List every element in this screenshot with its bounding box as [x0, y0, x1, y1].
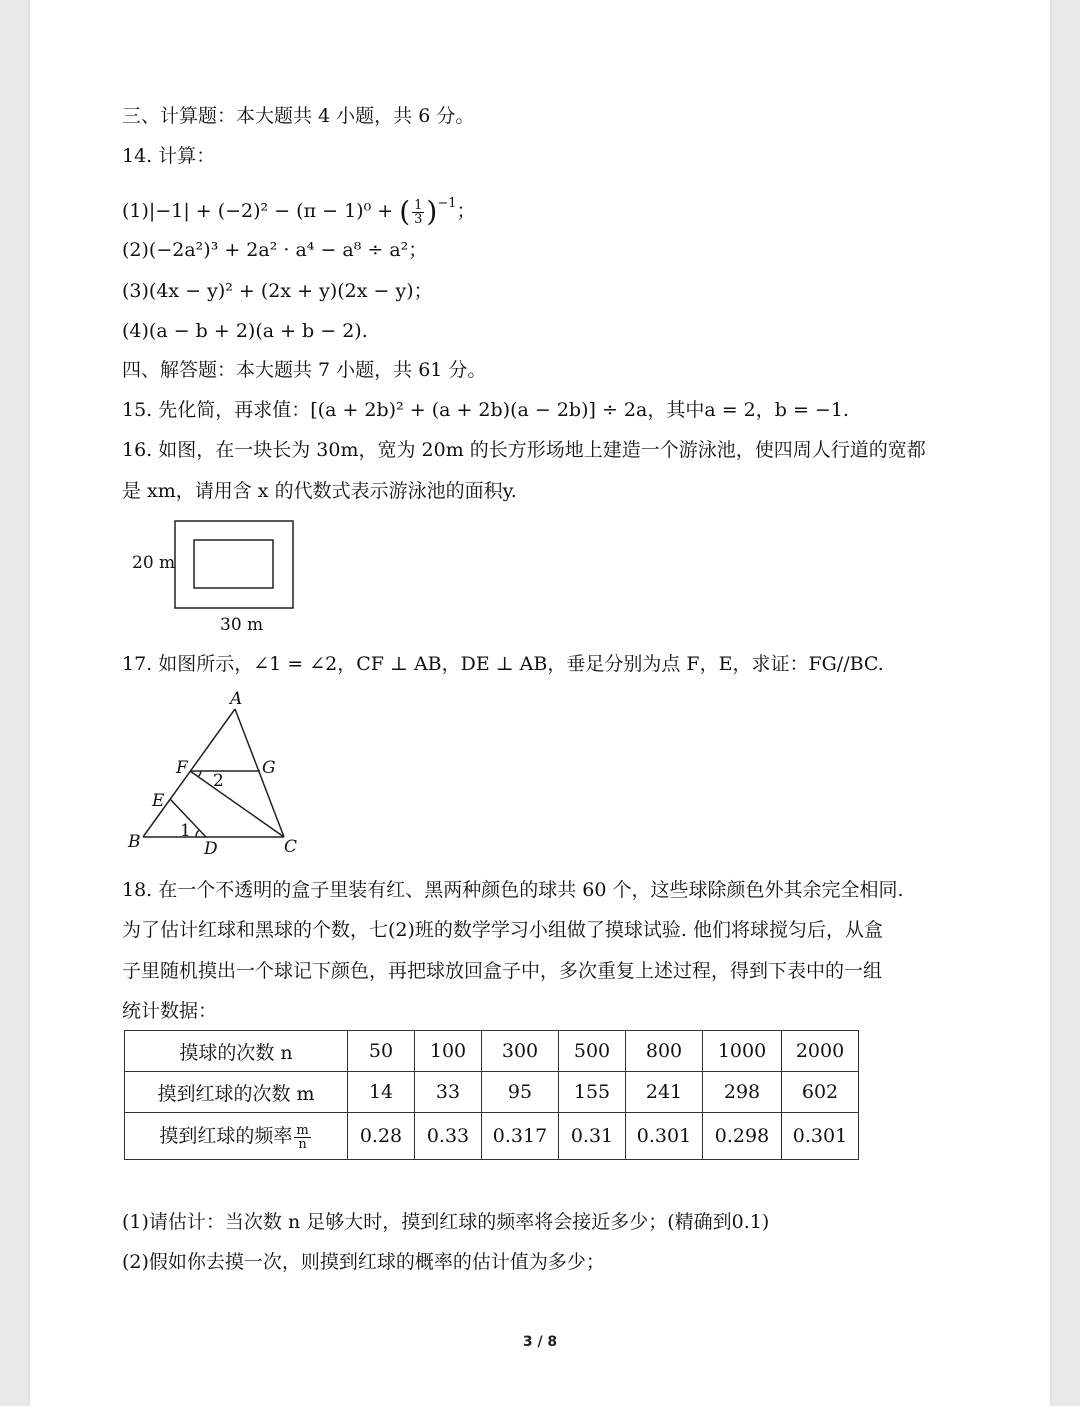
table-cell: 33 [415, 1072, 482, 1113]
point-label-A: A [230, 689, 243, 709]
q14-part1-exponent: −1 [437, 196, 457, 211]
q15-text: 15. 先化简，再求值：[(a + 2b)² + (a + 2b)(a − 2b)] ÷ 2a，其中a = 2，b = −1. [122, 399, 849, 421]
angle2-label: 2 [213, 771, 224, 791]
angle1-label: 1 [180, 821, 191, 841]
table-cell: 2000 [782, 1031, 859, 1072]
q17-text: 17. 如图所示，∠1 = ∠2，CF ⊥ AB，DE ⊥ AB，垂足分别为点 F，E，求证：FG//BC. [122, 653, 884, 675]
fraction-numerator: m [296, 1122, 309, 1138]
table-cell: 0.33 [415, 1113, 482, 1160]
q14-part4: (4)(a − b + 2)(a + b − 2). [122, 320, 368, 342]
field-rectangle [175, 521, 293, 608]
point-label-F: F [176, 758, 188, 778]
table-cell: 298 [703, 1072, 782, 1113]
fraction-numerator: 1 [414, 197, 423, 213]
table-cell: 0.298 [703, 1113, 782, 1160]
table-cell: 1000 [703, 1031, 782, 1072]
q14-part3: (3)(4x − y)² + (2x + y)(2x − y)； [122, 280, 433, 302]
q16-line1: 16. 如图，在一块长为 30m，宽为 20m 的长方形场地上建造一个游泳池，使四周人行道的宽都 [122, 439, 926, 461]
row-header-red-frequency [125, 1113, 348, 1160]
page-number: 3 / 8 [522, 1334, 558, 1350]
point-label-G: G [262, 758, 276, 778]
table-cell: 0.317 [482, 1113, 559, 1160]
pool-rectangle [194, 540, 273, 588]
table-cell: 95 [482, 1072, 559, 1113]
segment-AC [235, 709, 284, 837]
q14-part2: (2)(−2a²)³ + 2a² · a⁴ − a⁸ ÷ a²； [122, 239, 428, 261]
table-cell: 100 [415, 1031, 482, 1072]
q14-part1-suffix: ； [456, 200, 476, 222]
point-label-B: B [128, 832, 141, 852]
q18-line2: 为了估计红球和黑球的个数，七(2)班的数学学习小组做了摸球试验. 他们将球搅匀后，从盒 [122, 919, 883, 941]
fraction-denominator: 3 [414, 211, 423, 227]
section4-heading: 四、解答题：本大题共 7 小题，共 61 分。 [122, 359, 487, 381]
q14-part1-prefix: (1)|−1| + (−2)² − (π − 1)⁰ + [122, 200, 400, 222]
point-label-E: E [152, 791, 165, 811]
triangle-figure [124, 690, 324, 860]
q16-line2: 是 xm，请用含 x 的代数式表示游泳池的面积y. [122, 480, 517, 502]
table-row [125, 1113, 859, 1160]
q14-part1: (1)|−1| + (−2)² − (π − 1)⁰ + ( $\frac{1}{3}$ )$^{-1}$； [122, 195, 476, 228]
table-cell: 155 [559, 1072, 626, 1113]
frequency-fraction [294, 1124, 310, 1151]
q18-sub2: (2)假如你去摸一次，则摸到红球的概率的估计值为多少； [122, 1251, 605, 1273]
angle1-arc [196, 830, 199, 837]
table-row [125, 1031, 859, 1072]
table-cell: 500 [559, 1031, 626, 1072]
trial-statistics-table [124, 1030, 859, 1160]
table-cell: 14 [348, 1072, 415, 1113]
section3-heading: 三、计算题：本大题共 4 小题，共 6 分。 [122, 105, 475, 127]
q18-line3: 子里随机摸出一个球记下颜色，再把球放回盒子中，多次重复上述过程，得到下表中的一组 [122, 960, 883, 982]
table-row [125, 1072, 859, 1113]
table-cell: 0.301 [782, 1113, 859, 1160]
point-label-C: C [284, 837, 298, 857]
angle2-arc [198, 771, 201, 777]
pool-figure [126, 515, 306, 640]
q14-part1-fraction [412, 199, 424, 226]
segment-FC [190, 771, 284, 837]
row-header-red-frequency-label: 摸到红球的频率 [159, 1125, 293, 1148]
table-cell: 0.31 [559, 1113, 626, 1160]
document-page [30, 0, 1050, 1406]
table-cell: 602 [782, 1072, 859, 1113]
point-label-D: D [204, 839, 218, 859]
table-cell: 0.28 [348, 1113, 415, 1160]
q18-line4: 统计数据： [122, 1000, 218, 1022]
row-header-trials: 摸球的次数 n [125, 1031, 348, 1072]
table-cell: 0.301 [626, 1113, 703, 1160]
q14-title: 14. 计算： [122, 145, 216, 167]
length-label: 30 m [220, 615, 264, 635]
width-label: 20 m [132, 553, 176, 573]
table-cell: 300 [482, 1031, 559, 1072]
table-cell: 50 [348, 1031, 415, 1072]
table-cell: 241 [626, 1072, 703, 1113]
q18-sub1: (1)请估计：当次数 n 足够大时，摸到红球的频率将会接近多少；(精确到0.1) [122, 1211, 770, 1233]
q18-line1: 18. 在一个不透明的盒子里装有红、黑两种颜色的球共 60 个，这些球除颜色外其余完全相同. [122, 879, 904, 901]
fraction-denominator: n [298, 1136, 307, 1152]
row-header-red-count: 摸到红球的次数 m [125, 1072, 348, 1113]
table-cell: 800 [626, 1031, 703, 1072]
